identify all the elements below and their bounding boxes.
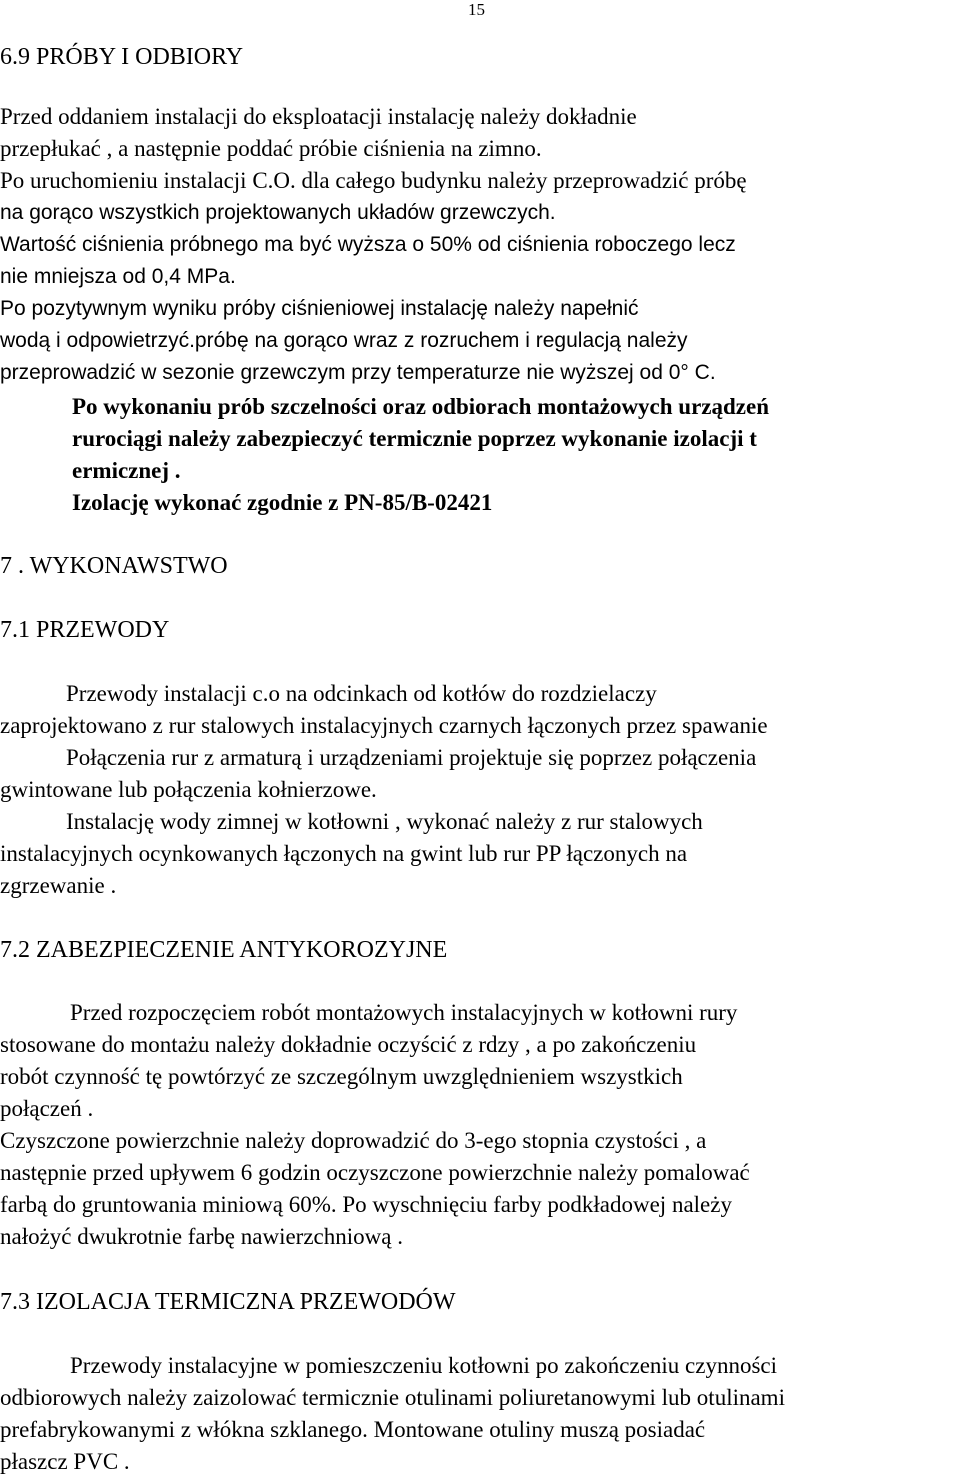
paragraph-line: Po pozytywnym wyniku próby ciśnieniowej instalację należy napełnić <box>0 297 639 320</box>
section-heading-7-1: 7.1 PRZEWODY <box>0 617 170 643</box>
paragraph-line: Przewody instalacji c.o na odcinkach od kotłów do rozdzielaczy <box>66 681 657 706</box>
paragraph-line: zaprojektowano z rur stalowych instalacyjnych czarnych łączonych przez spawanie <box>0 713 768 738</box>
paragraph-line: wodą i odpowietrzyć.próbę na gorąco wraz z rozruchem i regulacją należy <box>0 329 688 352</box>
paragraph-line: Po uruchomieniu instalacji C.O. dla całego budynku należy przeprowadzić próbę <box>0 168 747 193</box>
paragraph-line: połączeń . <box>0 1096 94 1121</box>
paragraph-line: robót czynność tę powtórzyć ze szczególnym uwzględnieniem wszystkich <box>0 1064 683 1089</box>
paragraph-line: Przewody instalacyjne w pomieszczeniu kotłowni po zakończeniu czynności <box>70 1353 778 1378</box>
paragraph-line: przeprowadzić w sezonie grzewczym przy temperaturze nie wyższej od 0° C. <box>0 361 716 384</box>
paragraph-line: stosowane do montażu należy dokładnie oczyścić z rdzy , a po zakończeniu <box>0 1032 697 1057</box>
paragraph-line: przepłukać , a następnie poddać próbie ciśnienia na zimno. <box>0 136 542 161</box>
section-heading-6-9: 6.9 PRÓBY I ODBIORY <box>0 44 244 70</box>
paragraph-line: na gorąco wszystkich projektowanych układów grzewczych. <box>0 201 556 224</box>
section-heading-7-3: 7.3 IZOLACJA TERMICZNA PRZEWODÓW <box>0 1289 456 1315</box>
section-heading-7: 7 . WYKONAWSTWO <box>0 553 228 579</box>
paragraph-line: Przed rozpoczęciem robót montażowych instalacyjnych w kotłowni rury <box>70 1000 738 1025</box>
page-number: 15 <box>468 0 485 19</box>
section-heading-7-2: 7.2 ZABEZPIECZENIE ANTYKOROZYJNE <box>0 937 448 963</box>
paragraph-line: Czyszczone powierzchnie należy doprowadzić do 3-ego stopnia czystości , a <box>0 1128 707 1153</box>
paragraph-line: Przed oddaniem instalacji do eksploatacji instalację należy dokładnie <box>0 104 637 129</box>
paragraph-line: instalacyjnych ocynkowanych łączonych na gwint lub rur PP łączonych na <box>0 841 688 866</box>
bold-note-line: rurociągi należy zabezpieczyć termicznie poprzez wykonanie izolacji t <box>72 426 757 451</box>
bold-note-line: ermicznej . <box>72 458 181 483</box>
paragraph-line: prefabrykowanymi z włókna szklanego. Montowane otuliny muszą posiadać <box>0 1417 706 1442</box>
paragraph-line: Instalację wody zimnej w kotłowni , wykonać należy z rur stalowych <box>66 809 703 834</box>
paragraph-line: następnie przed upływem 6 godzin oczyszczone powierzchnie należy pomalować <box>0 1160 750 1185</box>
standard-reference: Izolację wykonać zgodnie z PN-85/B-02421 <box>72 490 493 515</box>
paragraph-line: Połączenia rur z armaturą i urządzeniami projektuje się poprzez połączenia <box>66 745 757 770</box>
paragraph-line: odbiorowych należy zaizolować termicznie otulinami poliuretanowymi lub otulinami <box>0 1385 785 1410</box>
paragraph-line: gwintowane lub połączenia kołnierzowe. <box>0 777 377 802</box>
paragraph-line: nałożyć dwukrotnie farbę nawierzchniową . <box>0 1224 403 1249</box>
paragraph-line: zgrzewanie . <box>0 873 117 898</box>
paragraph-line: nie mniejsza od 0,4 MPa. <box>0 265 236 288</box>
paragraph-line: Wartość ciśnienia próbnego ma być wyższa o 50% od ciśnienia roboczego lecz <box>0 233 736 256</box>
paragraph-line: płaszcz PVC . <box>0 1449 130 1474</box>
bold-note-line: Po wykonaniu prób szczelności oraz odbiorach montażowych urządzeń <box>72 394 770 419</box>
paragraph-line: farbą do gruntowania miniową 60%. Po wyschnięciu farby podkładowej należy <box>0 1192 732 1217</box>
